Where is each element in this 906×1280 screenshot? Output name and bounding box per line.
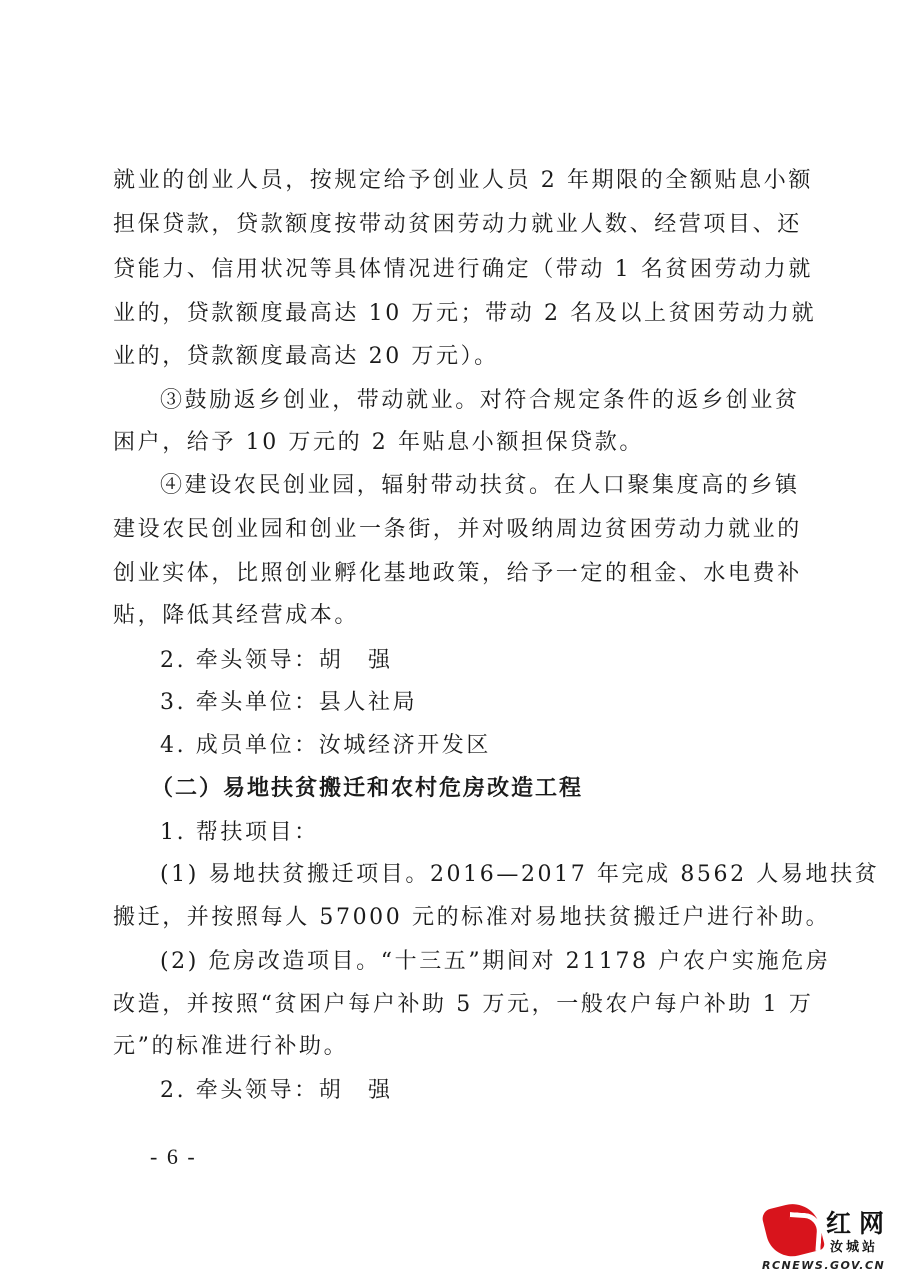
body-line: ④建设农民创业园，辐射带动扶贫。在人口聚集度高的乡镇 bbox=[160, 473, 800, 498]
logo-brand: 红网 bbox=[826, 1209, 893, 1238]
body-line: 困户，给予 10 万元的 2 年贴息小额担保贷款。 bbox=[113, 430, 644, 455]
body-line: 1. 帮扶项目： bbox=[160, 820, 319, 845]
lead-leader-line: 2. 牵头领导：胡 强 bbox=[160, 648, 393, 673]
page-number: - 6 - bbox=[150, 1144, 197, 1169]
body-line: ③鼓励返乡创业，带动就业。对符合规定条件的返乡创业贫 bbox=[160, 388, 800, 413]
logo-url: RCNEWS.GOV.CN bbox=[762, 1259, 886, 1272]
section-heading: （二）易地扶贫搬迁和农村危房改造工程 bbox=[151, 775, 584, 801]
body-line: (2) 危房改造项目。“十三五”期间对 21178 户农户实施危房 bbox=[160, 949, 831, 974]
body-line: 贷能力、信用状况等具体情况进行确定（带动 1 名贫困劳动力就 bbox=[113, 257, 813, 282]
body-line: 创业实体，比照创业孵化基地政策，给予一定的租金、水电费补 bbox=[113, 561, 802, 586]
body-line: 元”的标准进行补助。 bbox=[113, 1034, 349, 1059]
logo-station: 汝城站 bbox=[830, 1240, 879, 1255]
body-line: 贴，降低其经营成本。 bbox=[113, 603, 360, 628]
body-line: 就业的创业人员，按规定给予创业人员 2 年期限的全额贴息小额 bbox=[113, 168, 813, 193]
body-line: 业的，贷款额度最高达 20 万元）。 bbox=[113, 344, 499, 369]
body-line: 建设农民创业园和创业一条街，并对吸纳周边贫困劳动力就业的 bbox=[113, 517, 802, 542]
body-line: (1) 易地扶贫搬迁项目。2016—2017 年完成 8562 人易地扶贫 bbox=[160, 862, 880, 887]
body-line: 担保贷款，贷款额度按带动贫困劳动力就业人数、经营项目、还 bbox=[113, 212, 802, 237]
body-line: 搬迁，并按照每人 57000 元的标准对易地扶贫搬迁户进行补助。 bbox=[113, 905, 831, 930]
body-line: 改造，并按照“贫困户每户补助 5 万元，一般农户每户补助 1 万 bbox=[113, 992, 814, 1017]
body-line: 业的，贷款额度最高达 10 万元；带动 2 名及以上贫困劳动力就 bbox=[113, 301, 817, 326]
lead-leader-line: 2. 牵头领导：胡 强 bbox=[160, 1078, 393, 1103]
logo-mark-icon bbox=[761, 1198, 826, 1262]
member-unit-line: 4. 成员单位：汝城经济开发区 bbox=[160, 733, 491, 758]
site-logo bbox=[760, 1200, 900, 1276]
lead-unit-line: 3. 牵头单位：县人社局 bbox=[160, 690, 418, 715]
